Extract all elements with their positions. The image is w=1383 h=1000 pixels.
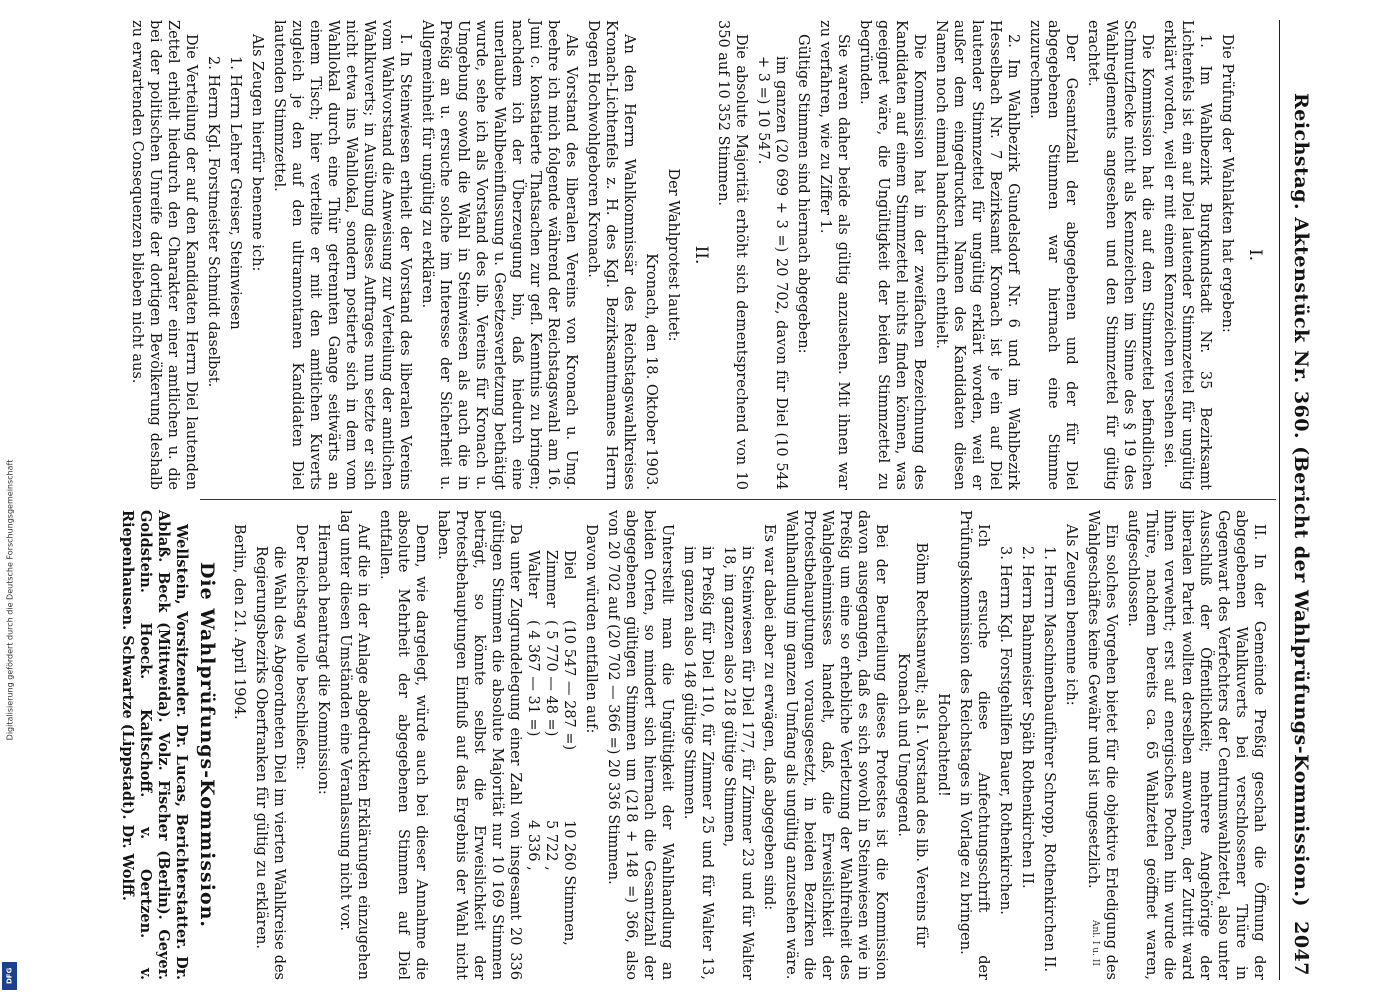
paragraph: im ganzen (20 699 + 3 =) 20 702, davon für Diel (10 544 + 3 =) 10 547. (755, 56, 789, 490)
witness-item: 3. Herrn Kgl. Forstgehilfen Bauer, Rothenkirchen. (997, 546, 1013, 915)
paragraph: Der Gesamtzahl der abgegebenen und der für Diel abgegebenen Stimmen war hiernach eine Stimme zuzurechnen. (1027, 20, 1079, 490)
paragraph: Hiernach beantragt die Kommission: (315, 524, 331, 795)
paragraph: Der Reichstag wolle beschließen: (293, 524, 309, 770)
paragraph: Unterstellt man die Ungültigkeit der Wahlhandlung an beiden Orten, so mindert sich hiernach die Gesamtzahl der abgegebenen gültigen Stimmen um (218 + 148 =) 366, also von 20 702 auf (20 702 — 366 =) 20 336 Stimmen. (605, 510, 675, 980)
calc-name: Diel (561, 550, 577, 580)
digitization-note-text: Digitalisierung gefördert durch die Deutsche Forschungsgemeinschaft (5, 459, 15, 741)
paragraph: I. In Steinwiesen erhielt der Vorstand des liberalen Vereins vom Wahlvorstand die Anweisung zur Verteilung der amtlichen Wahlkuverts; in Ausübung dieses Auftrages nun setzte er sich nicht etwa ins Wahllokal, sondern postierte sich in dem vom Wahllokal durch eine Thür getrennten Gange seitwärts an einem Tisch; hier verteilte er mit den amtlichen Kuverts zugleich je den auf den ultramontanen Kandidaten Diel lautenden Stimmzettel. (271, 20, 413, 490)
paragraph: Die Kommission hat in der zweifachen Bezeichnung des Kandidaten auf einem Stimmzettel nichts finden können, was geeignet wäre, die Ungültigkeit der beiden Stimmzettel zu begründen. (857, 20, 927, 490)
digitization-note (0, 0, 20, 1000)
paragraph: Auf die in der Anlage abgedruckten Erklärungen einzugehen lag unter diesen Umständen eine Veranlassung nicht vor. (337, 510, 371, 980)
calc-result: 4 336 , (525, 820, 541, 871)
calc-result: 5 722 , (543, 820, 559, 871)
calc-expr: ( 5 770 — 48 =) (543, 620, 559, 737)
paragraph: in Steinwiesen für Diel 177, für Zimmer 23 und für Walter 18, im ganzen also 218 gültige Stimmen, (721, 546, 755, 980)
calc-row (524, 510, 542, 980)
witness-item: 1. Herrn Maschinenbauführer Schropp, Rothenkirchen II. (1041, 546, 1057, 973)
calc-row (542, 510, 560, 980)
paragraph: Bei der Beurteilung dieses Protestes ist die Kommission davon ausgegangen, daß es sich sowohl in Steinwiesen wie in Preßig um eine so erhebliche Verletzung der Wahlfreiheit des Wahlgeheimnisses handelt, daß, die Erweislichkeit der Protestbehauptungen vorausgesetzt, in beiden Bezirken die Wahlhandlung im ganzen Umfang als ungültig anzusehen wäre. (783, 510, 889, 980)
paragraph: Es war dabei aber zu erwägen, daß abgegeben sind: (761, 524, 777, 911)
signature: Böhm Rechtsanwalt; als I. Vorstand des lib. Vereins für Kronach und Umgegend. (895, 542, 929, 948)
calc-expr: ( 4 367 — 31 =) (525, 620, 541, 737)
page-title: Reichstag. Aktenstück Nr. 360. (Bericht der Wahlprüfungs-Kommission.) (1290, 92, 1312, 908)
calc-expr: (10 547 — 287 =) (561, 620, 577, 751)
paragraph: die Wahl des Abgeordneten Diel im vierten Wahlkreise des Regierungsbezirks Oberfranken für gültig zu erklären. (253, 546, 287, 980)
left-column (129, 20, 1268, 490)
closing: Hochachtend! (935, 693, 951, 797)
document-page (119, 20, 1320, 980)
witness-item: 2. Herrn Kgl. Forstmeister Schmidt daselbst. (205, 56, 221, 388)
paragraph: Die Kommission hat die auf dem Stimmzettel befindlichen Schmutzflecke nicht als Kennzeichen im Sinne des § 19 des Wahlreglements angesehen und den Stimmzettel für gültig erachtet. (1085, 20, 1155, 490)
witness-intro: Als Zeugen hierfür benenne ich: (249, 34, 265, 272)
calc-row (560, 510, 578, 980)
paragraph: Da unter Zugrundelegung einer Zahl von insgesamt 20 336 gültigen Stimmen die absolute Majorität nur 10 169 Stimmen beträgt, so könnte selbst die Erweislichkeit der Protestbehauptungen Einfluß auf das Ergebnis der Wahl nicht haben. (435, 510, 523, 980)
address-block: An den Herrn Wahlkommissär des Reichstagswahlkreises Kronach-Lichtenfels z. H. des Kgl. Bezirksamtmannes Herrn Degen Hochwohlgeboren Kronach. (585, 20, 637, 490)
margin-note: Anl. I u. II (1090, 920, 1100, 966)
witness-item: 2. Herrn Bahnmeister Späth Rothenkirchen II. (1019, 546, 1035, 889)
paragraph: Die absolute Majorität erhöht sich dementsprechend von 10 350 auf 10 352 Stimmen. (715, 20, 749, 490)
right-column (119, 510, 1268, 980)
dfg-logo: DFG (2, 962, 17, 990)
calc-result: 10 260 Stimmen, (561, 820, 577, 946)
paragraph: Ein solches Vorgehen bietet für die objektive Erledigung des Wahlgeschäftes keine Gewähr und ist ungesetzlich. (1085, 510, 1119, 980)
paragraph: Die Prüfung der Wahlakten hat ergeben: (1219, 34, 1235, 333)
paragraph: Als Vorstand des liberalen Vereins von Kronach u. Umg. beehre ich mich folgende während der Reichstagswahl am 16. Juni c. konstatierte Thatsachen zur gefl. Kenntnis zu bringen; nachdem ich der Überzeugung bin, daß hiedurch eine unerlaubte Wahlbeeinflussung u. Gesetzesverletzung bethätigt wurde, sehe ich als Vorstand des lib. Vereins für Kronach u. Umgebung sowohl die Wahl in Steinwiesen als auch die in Preßig an u. ersuche solche im Interesse der Sicherheit u. Allgemeinheit für ungültig zu erklären. (419, 20, 579, 490)
calc-name: Walter (525, 550, 541, 599)
protest-intro: Der Wahlprotest lautet: (665, 168, 681, 342)
paragraph: Davon würden entfallen auf: (583, 524, 599, 734)
section-heading-one: I. (1245, 248, 1265, 262)
section-heading-two: II. (691, 245, 711, 265)
date-line: Kronach, den 18. Oktober 1903. (643, 253, 659, 490)
paragraph: 2. Im Wahlbezirk Gundelsdorf Nr. 6 und im Wahlbezirk Hesselbach Nr. 7 Bezirksamt Kronach ist je ein auf Diel lautender Stimmzettel für ungültig erklärt worden, weil er außer dem eingedruckten Namen des Kandidaten diesen Namen noch einmal handschriftlich enthielt. (933, 20, 1021, 490)
paragraph: Denn, wie dargelegt, würde auch bei dieser Annahme die absolute Mehrheit der abgegebenen Stimmen auf Diel entfallen. (377, 510, 429, 980)
witness-intro: Als Zeugen benenne ich: (1063, 524, 1079, 706)
column-divider (200, 499, 1276, 500)
commission-members: Wellstein, Vorsitzender. Dr. Lucas, Berichterstatter. Dr. Ablaß. Beck (Mittweida). Volz. Fischer (Berlin). Geyer. Goldstein. Hoeck. Kaltschoff. v. Oertzen. v. Riepenhausen. Schwartze (Lippstadt). Dr. Wolff. (119, 510, 190, 980)
paragraph: Ich ersuche diese Anfechtungsschrift der Prüfungskommission des Reichstages in Vorlage zu bringen. (957, 510, 991, 980)
commission-title: Die Wahlprüfungs-Kommission. (196, 561, 218, 929)
paragraph: Die Verteilung der auf den Kandidaten Herrn Diel lautenden Zettel erhielt hiedurch den Charakter einer amtlichen u. die bei der politischen Unreife der dortigen Bevölkerung deshalb zu erwartenden Consequenzen blieben nicht aus. (129, 20, 199, 490)
witness-item: 1. Herrn Lehrer Greiser, Steinwiesen (227, 56, 243, 330)
paragraph: in Preßig für Diel 110, für Zimmer 25 und für Walter 13, im ganzen also 148 gültige Stimmen. (681, 546, 715, 980)
page-header (1279, 20, 1320, 980)
paragraph: II. In der Gemeinde Preßig geschah die Öffnung der abgegebenen Wahlkuverts bei verschlossener Thüre in Gegenwart des Verfechters der Centrumswahlzettel, also unter Ausschluß der Öffentlichkeit; mehrere Angehörige der liberalen Partei wollten derselben anwohnen, der Zutritt ward ihnen verwehrt; erst auf energisches Pochen hin wurde die Thüre, nachdem bereits ca. 65 Wahlzettel geöffnet waren, aufgeschlossen. (1125, 510, 1267, 980)
calc-name: Zimmer (543, 550, 559, 608)
paragraph: 1. Im Wahlbezirk Burgkundstadt Nr. 35 Bezirksamt Lichtenfels ist ein auf Diel lautender Stimmzettel für ungültig erklärt worden, weil er mit einem Kennzeichen versehen sei. (1161, 20, 1213, 490)
date-line: Berlin, den 21. April 1904. (231, 524, 247, 720)
paragraph: Gültige Stimmen sind hiernach abgegeben: (795, 34, 811, 354)
page-number: 2047 (1290, 921, 1312, 976)
paragraph: Sie waren daher beide als gültig anzusehen. Mit ihnen war zu verfahren, wie zu Ziffer 1. (817, 20, 851, 490)
